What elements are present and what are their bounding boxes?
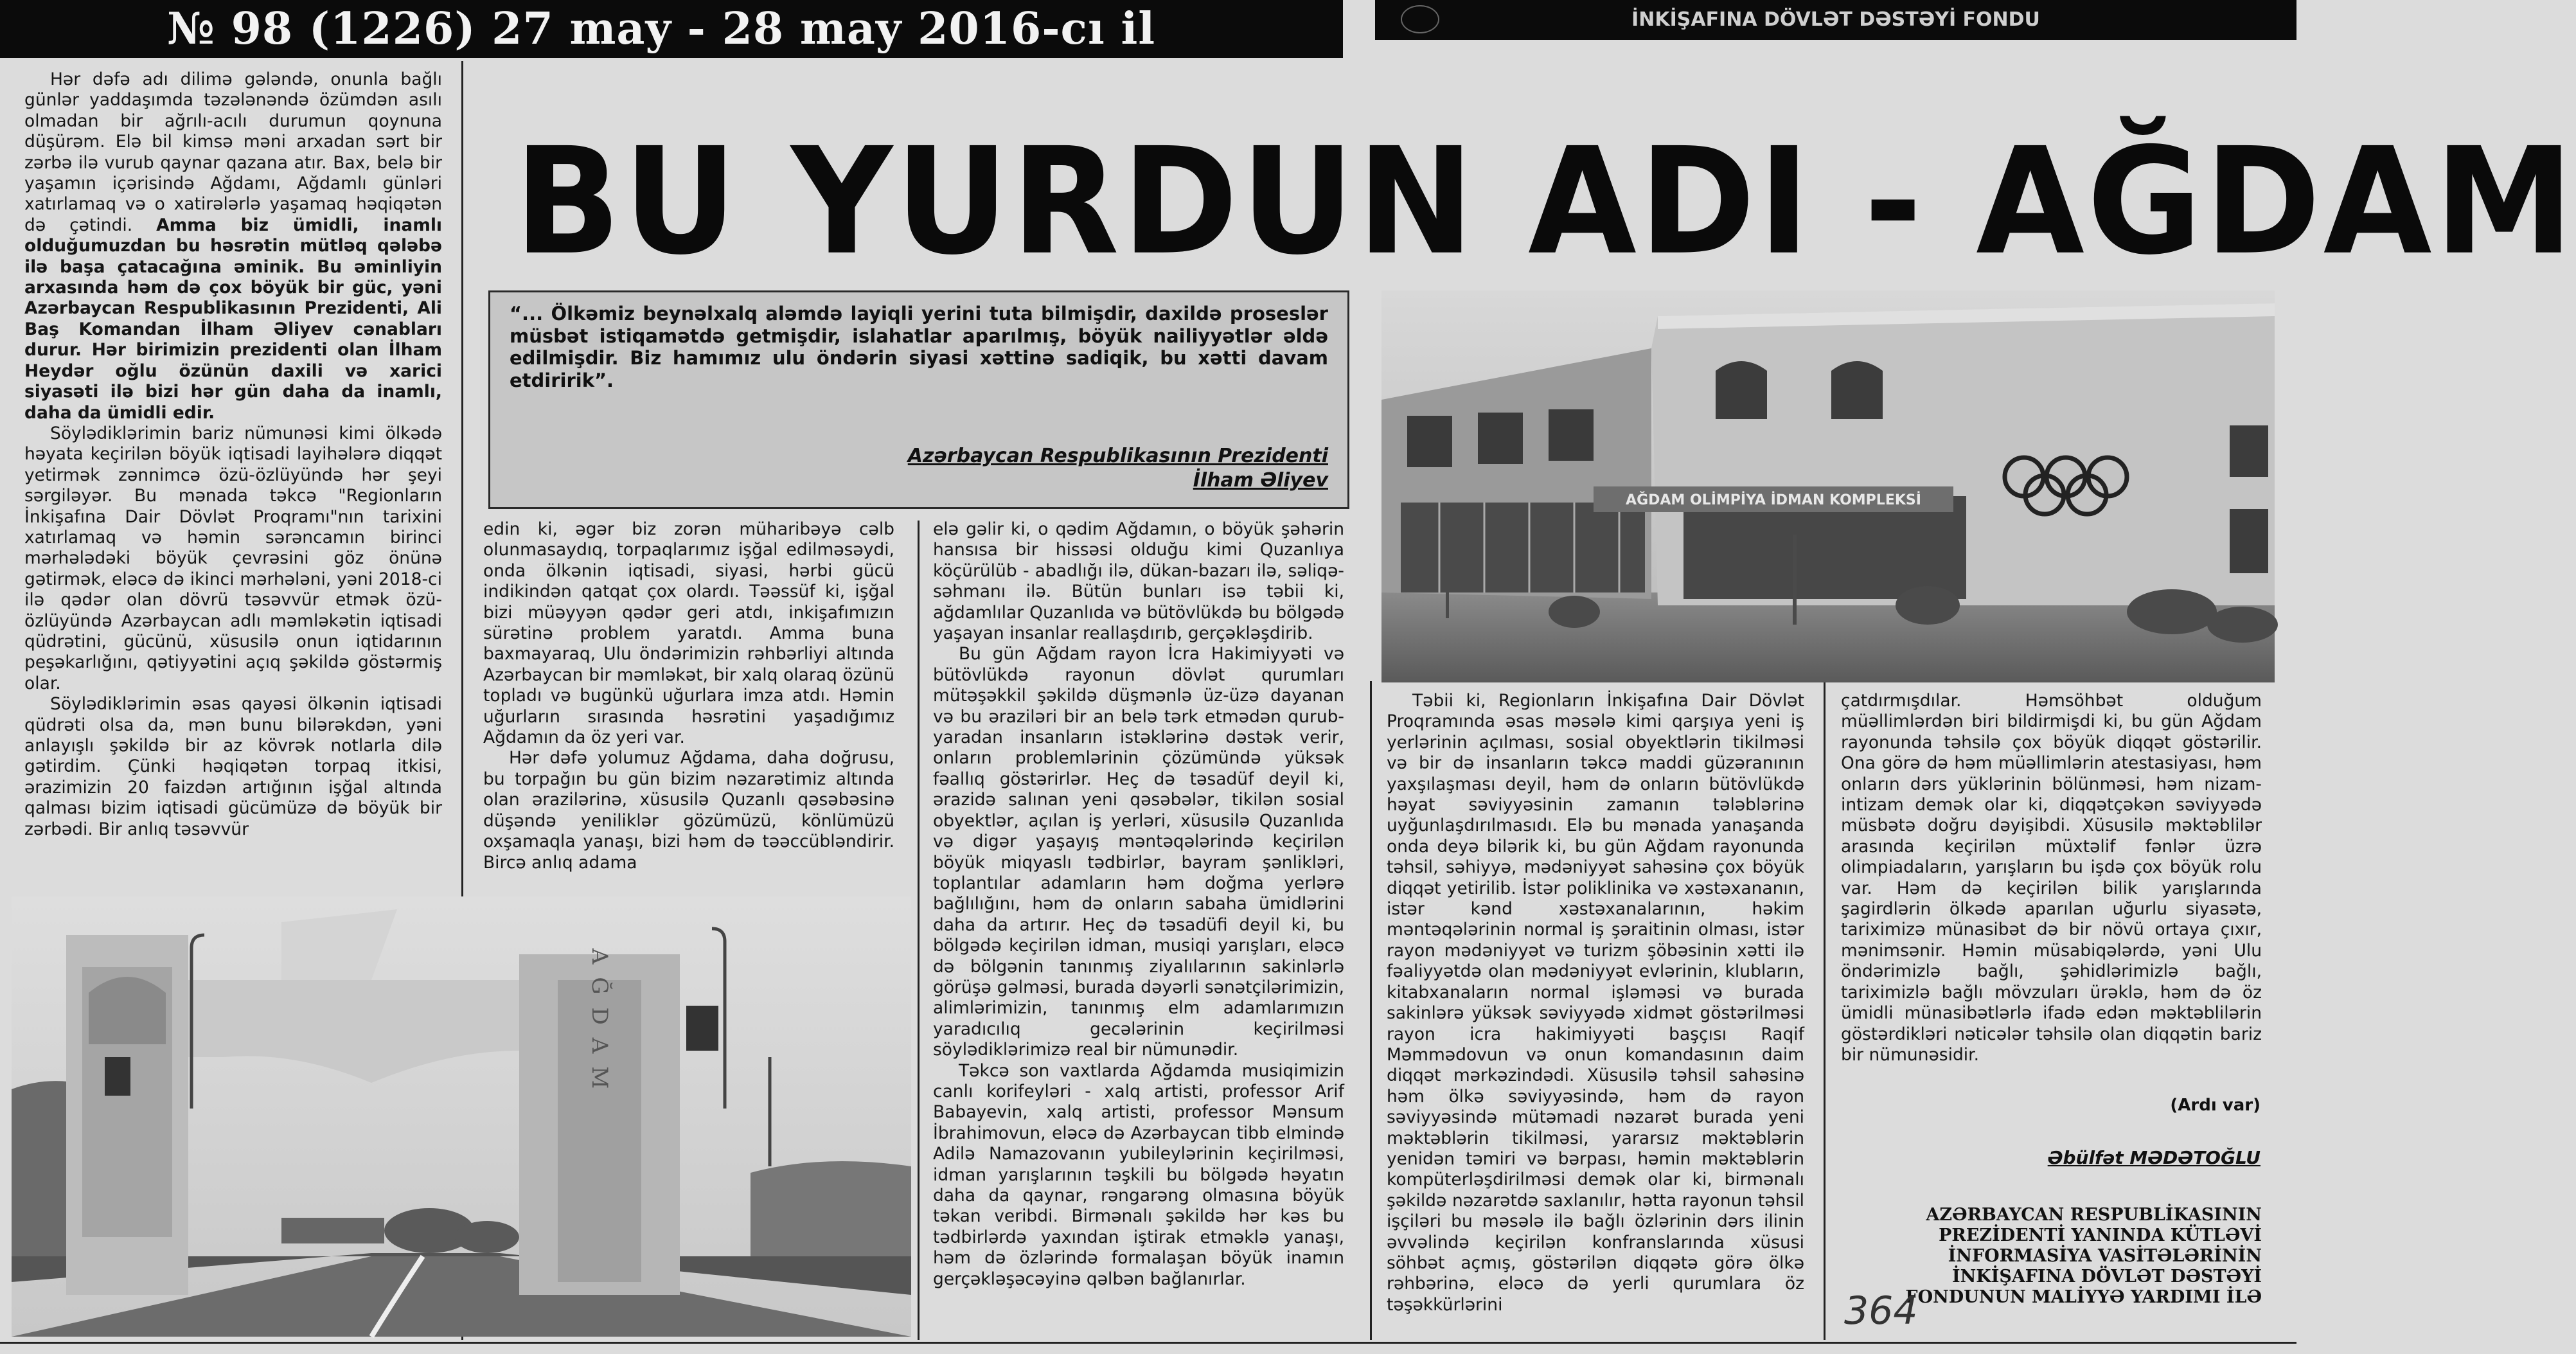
funding-credit: AZƏRBAYCAN RESPUBLİKASININ PREZİDENTİ YANINDA KÜTLƏVİ İNFORMASİYA VASİTƏLƏRİNİN İNKİŞAFINA DÖVLƏT DƏSTƏYİ FONDUNUN MALİYYƏ YARDIMI İLƏ <box>1905 1205 2262 1307</box>
handwritten-number: 364 <box>1844 1288 1918 1333</box>
building-sign: AĞDAM OLİMPİYA İDMAN KOMPLEKSİ <box>1626 492 1921 508</box>
paragraph: Hər dəfə adı dilimə gələndə, onunla bağlı günlər yaddaşımda təzələnəndə özümdən asılı olmadan bir ağrılı-acılı durumun qoynuna düşürəm. Elə bil kimsə məni arxadan sərt bir zərbə ilə vurub qaynar qazana atır. Bax, belə bir yaşamın içərisində Ağdamı, Ağdamlı günləri xatırlamaq və o xatirələrlə yaşamaq həqiqətən də çətindi. Amma biz ümidli, inamlı olduğumuzdan bu həsrətin mütləq qələbə ilə başa çatacağına əminik. Bu əminliyin arxasında həm də çox böyük bir güc, yəni Azərbaycan Respublikasının Prezidenti, Ali Baş Komandan İlham Əliyev cənabları durur. Hər birimizin prezidenti olan İlham Heydər oğlu özünün daxili və xarici siyasəti ilə bizi hər gün daha da inamlı, daha da ümidli edir. <box>24 69 443 423</box>
article-column-2 <box>483 519 894 879</box>
sports-complex-image <box>1381 290 2275 682</box>
quote-attribution <box>908 444 1328 493</box>
paragraph: edin ki, əgər biz zorən müharibəyə cəlb olunmasaydıq, torpaqlarımız işğal edilməsəydi, onda ölkənin iqtisadi, siyasi, hərbi gücü indikindən qatqat çox olardı. Təəssüf ki, işğal bizi müəyyən qədər geri atdı, inkişafımızın sürətinə problem yaratdı. Amma buna baxmayaraq, Ulu öndərimizin rəhbərliyi altında Azərbaycan bir məmləkət, bir xalq olaraq özünü topladı və bugünkü uğurlara imza atdı. Həmin uğurların sırasında həsrətini yaşadığımız Ağdamın da öz yeri var. <box>483 519 894 748</box>
paragraph: Təkcə son vaxtlarda Ağdamda musiqimizin canlı korifeyləri - xalq artisti, professor Arif Babayevin, xalq artisti, professor Mənsum İbrahimovun, eləcə də Azərbaycan tibb elmində Adilə Namazovanın yubileylərinin keçirilməsi, idman yarışlarının təşkili bu bölgədə həyatın daha da qaynar, rəngarəng olmasına böyük təkan veribdi. Birmənalı şəkildə hər kəs bu tədbirlərdə yaxından iştirak etməklə yanaşı, həm də özlərində formalaşan böyük inamın gerçəkləşəcəyinə qəlbən bağlanırlar. <box>933 1060 1344 1289</box>
continued-note: (Ardı var) <box>2170 1096 2261 1115</box>
bottom-rule <box>0 1342 2296 1344</box>
paragraph: Söylədiklərimin bariz nümunəsi kimi ölkədə həyata keçirilən böyük iqtisadi layihələrə diqqət yetirmək zənnimcə özü-özlüyündə hər şeyi sərgiləyər. Bu mənada təkcə "Regionların İnkişafına Dair Dövlət Proqramı"nın tarixini xatırlamaq və həmin sərəncamın birinci mərhələdəki böyük çevrəsini göz önünə gətirmək, eləcə də ikinci mərhələni, yəni 2018-ci ilə qədər olan dövrü təsəvvür etmək özü-özlüyündə Azərbaycan adlı məmləkətin iqtisadi qüdrətini, gücünü, xüsusilə onun iqtidarının peşəkarlığını, qətiyyətini açıq şəkildə göstərmiş olar. <box>24 423 442 693</box>
author-byline: Əbülfət MƏDƏTOĞLU <box>2047 1147 2261 1168</box>
quote-attribution-title: Azərbaycan Respublikasının Prezidenti <box>907 445 1328 467</box>
arch-lettering: AĞDAM <box>587 948 612 1102</box>
emblem-icon <box>1401 5 1439 33</box>
photo-sports-complex <box>1381 290 2275 682</box>
column-rule <box>918 521 919 1340</box>
masthead-right-banner: İNKİŞAFINA DÖVLƏT DƏSTƏYİ FONDU <box>1375 0 2296 40</box>
paragraph: çatdırmışdılar. Həmsöhbət olduğum müəllimlərdən biri bildirmişdi ki, bu gün Ağdam rayonunda təhsilə çox böyük diqqət göstərilir. Ona görə də həm müəllimlərin atestasiyası, həm onların dərs yüklərinin bölünməsi, həm nizam-intizam demək olar ki, diqqətçəkən səviyyədə müsbətə doğru dəyişibdi. Xüsusilə məktəblilər arasında keçirilən müxtəlif fənlər üzrə olimpiadaların, yarışların bu işdə çox böyük rolu var. Həm də keçirilən bilik yarışlarında şagirdlərin ölkədə aparılan uğurlu siyasətə, tariximizə münasibət də bir növü ortaya çıxır, mənimsənir. Həmin müsabiqələrdə, yəni Ulu öndərimizlə bağlı, şəhidlərimizlə bağlı, tariximizlə bağlı mövzuları ürəklə, həm də öz ümidli münasibətlərlə ifadə edən məktəblilərin göstərdikləri nəticələr təhsilə olan diqqətin bariz bir nümunəsidir. <box>1841 691 2262 1065</box>
paragraph: Bu gün Ağdam rayon İcra Hakimiyyəti və bütövlükdə rayonun dövlət qurumları mütəşəkkil şəkildə düşmənlə üz-üzə dayanan və bu əraziləri bir an belə tərk etmədən qurub-yaradan insanların istəklərinə dəstək verir, onların problemlərinin çözümündə yüksək fəallıq göstərirlər. Heç də təsadüf deyil ki, ərazidə salınan yeni qəsəbələr, tikilən sosial obyektlər, açılan iş yerləri, xüsusilə Quzanlıda və digər yaşayış məntəqələrində keçirilən böyük miqyaslı tədbirlər, bayram şənlikləri, toplantılar adamların həm doğma yerlərə bağlılığını, həm də onların sabaha ümidlərini daha da artırır. Heç də təsadüfi deyil ki, bu bölgədə keçirilən idman, musiqi yarışları, eləcə də bölgənin tanınmış ziyalılarının sakinlərlə görüşə gəlməsi, burada dəyərli sənətçilərimizin, alimlərimizin, tanınmış elm adamlarımızın yaradıcılıq gecələrinin keçirilməsi söylədiklərimizə real bir nümunədir. <box>933 644 1344 1060</box>
paragraph: Söylədiklərimin əsas qayəsi ölkənin iqtisadi qüdrəti olsa da, mən bunu bilərəkdən, yəni anlayışlı şəkildə bir az kövrək notlarla dilə gətirdim. Çünki həqiqətən torpaq itkisi, ərazimizin 20 faizdən artığının işğal altında qalması bizim iqtisadi gücümüzə də böyük bir zərbədi. Bir anlıq təsəvvür <box>24 694 442 839</box>
article-column-5 <box>1841 691 2262 1076</box>
agdam-arch-image <box>12 896 911 1337</box>
paragraph: Təbii ki, Regionların İnkişafına Dair Dövlət Proqramında əsas məsələ kimi qarşıya yeni iş yerlərinin açılması, sosial obyektlərin tikilməsi və bir də insanların təkcə maddi güzəranının yaxşılaşması deyil, həm də onların bütövlükdə həyat səviyyəsinin zamanın tələblərinə uyğunlaşdırılmasıdı. Elə bu mənada yanaşanda onda deyə bilərik ki, bu gün Ağdam rayonunda təhsil, səhiyyə, mədəniyyət sahəsinə çox böyük diqqət yetirilib. İstər poliklinika və xəstəxananın, istər kənd xəstəxanalarının, həkim məntəqələrinin normal iş şəraitinin olması, istər rayon mədəniyyət və turizm şöbəsinin xətti ilə fəaliyyətdə olan mədəniyyət evlərinin, klubların, kitabxanaların normal işləməsi və burada sakinlərə yüksək səviyyədə xidmət göstərilməsi rayon icra hakimiyyəti başçısı Raqif Məmmədovun və onun komandasının daim diqqət mərkəzindədi. Xüsusilə təhsil sahəsinə həm ölkə səviyyəsində, həm də rayon səviyyəsində mütəmadi nəzarət burada yeni məktəblərin tikilməsi, yararsız məktəblərin yenidən təmiri və bərpası, həmin məktəblərin kompüterləşdirilməsi demək olar ki, birmənalı şəkildə nəzarətdə saxlanılır, hətta rayonun təhsil işçiləri bu məsələ ilə bağlı özlərinin dərs ilinin əvvəlində keçirilən konfranslarında xüsusi söhbət açmış, göstərilən diqqətə görə ölkə rəhbərinə, eləcə də yerli qurumlara öz təşəkkürlərini <box>1387 691 1804 1315</box>
paragraph: Hər dəfə yolumuz Ağdama, daha doğrusu, bu torpağın bu gün bizim nəzarətimiz altında olan ərazilərinə, xüsusilə Quzanlı qəsəbəsinə düşəndə yeniliklər gözümüzü, könlümüzü oxşamaqla yanaşı, bizi həm də təəccübləndirir. Bircə anlıq adama <box>483 748 894 873</box>
column-rule <box>1824 681 1825 1340</box>
quote-text: “... Ölkəmiz beynəlxalq aləmdə layiqli yerini tuta bilmişdir, daxildə proseslər müsbət istiqamətdə getmişdir, islahatlar aparılmış, böyük nailiyyətlər əldə edilmişdir. Biz hamımız ulu öndərin siyasi xəttinə sadiqik, bu xətti davam etdiririk”. <box>510 303 1328 391</box>
quote-attribution-name: İlham Əliyev <box>1193 469 1328 492</box>
article-column-3 <box>933 519 1344 1339</box>
article-headline: BU YURDUN ADI - AĞDAM <box>514 116 2576 288</box>
paragraph: elə gəlir ki, o qədim Ağdamın, o böyük şəhərin hansısa bir hissəsi olduğu kimi Quzanlıya köçürülüb - abadlığı ilə, dükan-bazarı ilə, səliqə-səhmanı ilə. Bütün bunları isə təbii ki, ağdamlılar Quzanlıda və bütövlükdə bu bölgədə yaşayan insanlar reallaşdırıb, gerçəkləşdirib. <box>933 519 1344 644</box>
article-column-4 <box>1387 691 1804 1337</box>
president-quote-box <box>488 290 1349 509</box>
masthead-issue: № 98 (1226) 27 may - 28 may 2016-cı il <box>0 0 1343 58</box>
column-rule <box>1370 681 1372 1340</box>
photo-agdam-arch <box>12 896 911 1337</box>
article-column-1 <box>24 69 442 879</box>
